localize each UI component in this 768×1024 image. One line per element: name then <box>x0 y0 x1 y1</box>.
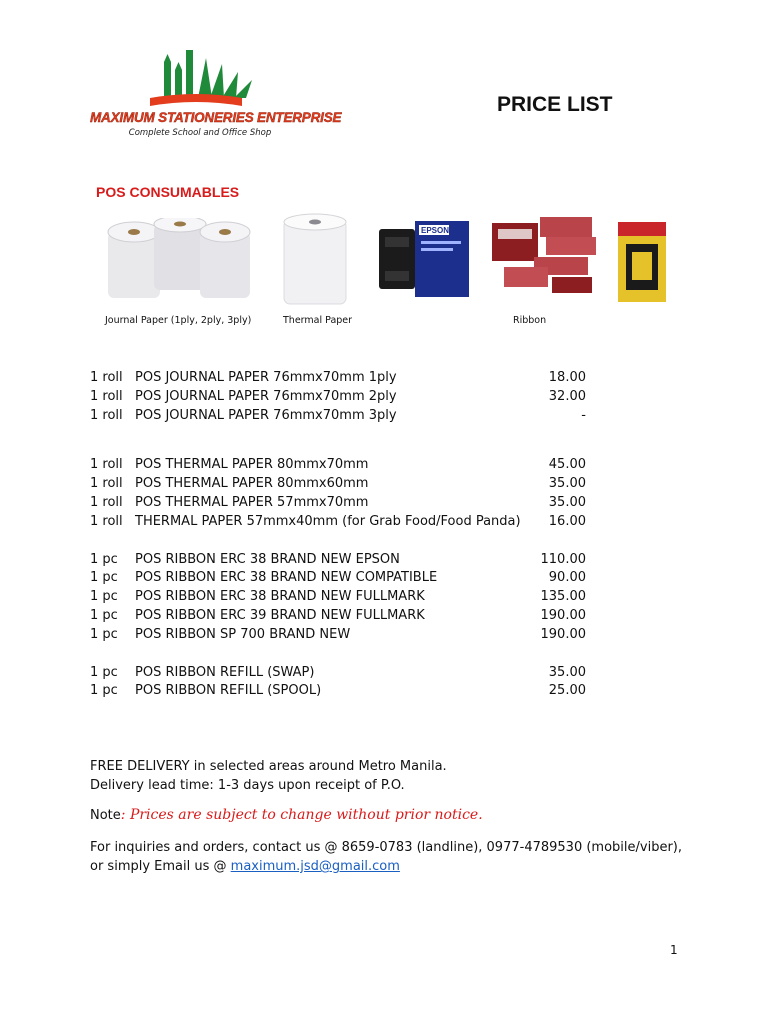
thermal-roll-icon <box>280 212 348 306</box>
logo-tagline: Complete School and Office Shop <box>128 128 272 138</box>
books-pencils-icon <box>86 50 306 112</box>
table-row: 1 pc POS RIBBON ERC 38 BRAND NEW COMPATIBLE 90.00 <box>90 570 586 586</box>
fullmark-ribbon-image <box>616 218 668 304</box>
table-row: 1 roll POS JOURNAL PAPER 76mmx70mm 2ply 32.00 <box>90 388 586 404</box>
ribbon-packs-icon <box>490 215 600 297</box>
caption-thermal-paper: Thermal Paper <box>283 315 353 326</box>
caption-ribbon: Ribbon <box>513 315 547 326</box>
table-row: 1 roll POS THERMAL PAPER 80mmx60mm 35.00 <box>90 476 586 492</box>
table-row: 1 roll THERMAL PAPER 57mmx40mm (for Grab Food/Food Panda) 16.00 <box>90 513 586 529</box>
ribbon-packs-image <box>490 215 600 297</box>
section-title: POS CONSUMABLES <box>96 184 240 200</box>
table-row: 1 pc POS RIBBON SP 700 BRAND NEW 190.00 <box>90 626 586 642</box>
ribbon-cartridge-icon <box>375 215 475 305</box>
note-label: Note <box>90 808 121 823</box>
caption-journal-paper: Journal Paper (1ply, 2ply, 3ply) <box>105 315 252 326</box>
table-row: 1 roll POS JOURNAL PAPER 76mmx70mm 1ply 18.00 <box>90 370 586 385</box>
fullmark-box-icon <box>616 218 668 304</box>
table-row: 1 pc POS RIBBON REFILL (SPOOL) 25.00 <box>90 683 586 699</box>
table-row: 1 pc POS RIBBON ERC 38 BRAND NEW FULLMARK 135.00 <box>90 589 586 605</box>
note-line <box>90 807 483 823</box>
thermal-paper-image <box>280 212 348 306</box>
page-title: PRICE LIST <box>497 93 613 116</box>
epson-label: EPSON <box>421 226 450 235</box>
table-row: 1 pc POS RIBBON ERC 38 BRAND NEW EPSON 110.00 <box>90 551 586 567</box>
page-number: 1 <box>670 943 678 957</box>
contact-email-prefix: or simply Email us @ <box>90 859 231 874</box>
epson-ribbon-image <box>375 215 475 305</box>
paper-rolls-icon <box>104 218 252 302</box>
table-row: 1 roll POS JOURNAL PAPER 76mmx70mm 3ply - <box>90 407 586 423</box>
contact-line-2 <box>90 859 400 874</box>
table-row: 1 pc POS RIBBON ERC 39 BRAND NEW FULLMARK 190.00 <box>90 607 586 623</box>
delivery-text: FREE DELIVERY in selected areas around Metro Manila. <box>90 759 447 774</box>
company-logo <box>86 50 342 145</box>
table-row: 1 roll POS THERMAL PAPER 80mmx70mm 45.00 <box>90 457 586 473</box>
table-row: 1 roll POS THERMAL PAPER 57mmx70mm 35.00 <box>90 494 586 510</box>
table-row: 1 pc POS RIBBON REFILL (SWAP) 35.00 <box>90 664 586 680</box>
journal-paper-image <box>104 218 252 302</box>
lead-time-text: Delivery lead time: 1-3 days upon receipt of P.O. <box>90 778 405 793</box>
logo-company-name: MAXIMUM STATIONERIES ENTERPRISE <box>90 110 342 125</box>
email-link[interactable]: maximum.jsd@gmail.com <box>230 859 400 874</box>
price-table <box>90 369 610 701</box>
note-text: : Prices are subject to change without prior notice. <box>120 807 483 823</box>
contact-line-1: For inquiries and orders, contact us @ 8659-0783 (landline), 0977-4789530 (mobile/viber), <box>90 840 682 855</box>
